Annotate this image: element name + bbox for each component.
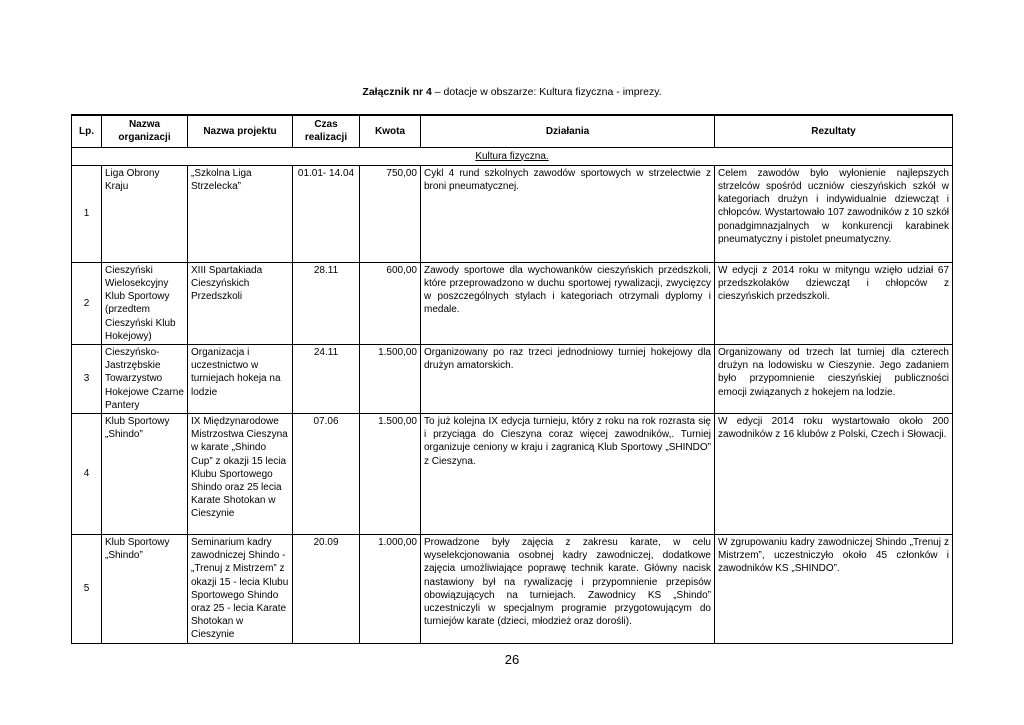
header-results: Rezultaty <box>715 115 953 147</box>
row-time: 20.09 <box>293 534 360 643</box>
row-org: Klub Sportowy „Shindo” <box>102 413 188 534</box>
row-lp: 2 <box>72 262 102 344</box>
row-amount: 1.000,00 <box>360 534 421 643</box>
table-row <box>72 534 953 643</box>
page-title <box>0 86 1024 98</box>
header-lp: Lp. <box>72 115 102 147</box>
header-actions: Działania <box>421 115 715 147</box>
row-org: Klub Sportowy „Shindo” <box>102 534 188 643</box>
row-org: Cieszyński Wielosekcyjny Klub Sportowy (przedtem Cieszyński Klub Hokejowy) <box>102 262 188 344</box>
row-actions: To już kolejna IX edycja turnieju, który z roku na rok rozrasta się i przyciąga do Cieszyna coraz więcej zawodników,. Turniej organizuje ceniony w kraju i zagranicą Klub Sportowy „SHINDO” z Cieszyna. <box>421 413 715 534</box>
row-actions: Cykl 4 rund szkolnych zawodów sportowych w strzelectwie z broni pneumatycznej. <box>421 165 715 262</box>
row-amount: 750,00 <box>360 165 421 262</box>
row-lp: 3 <box>72 344 102 413</box>
header-project: Nazwa projektu <box>188 115 293 147</box>
row-actions: Zawody sportowe dla wychowanków cieszyńskich przedszkoli, które przeprowadzono w duchu sportowej rywalizacji, zwycięzcy w poszczególnych stylach i kategoriach otrzymali dyplomy i medale. <box>421 262 715 344</box>
row-project: XIII Spartakiada Cieszyńskich Przedszkoli <box>188 262 293 344</box>
table-row <box>72 344 953 413</box>
row-actions: Organizowany po raz trzeci jednodniowy turniej hokejowy dla drużyn amatorskich. <box>421 344 715 413</box>
title-bold: Załącznik nr 4 <box>362 86 432 98</box>
table-row <box>72 262 953 344</box>
section-title: Kultura fizyczna. <box>475 150 549 162</box>
row-results: W zgrupowaniu kadry zawodniczej Shindo „Trenuj z Mistrzem”, uczestniczyło około 45 członków i zawodników KS „SHINDO”. <box>715 534 953 643</box>
row-results: Organizowany od trzech lat turniej dla czterech drużyn na lodowisku w Cieszynie. Jego zadaniem było przypomnienie cieszyńskiej publiczności emocji związanych z hokejem na lodzie. <box>715 344 953 413</box>
page-number: 26 <box>504 652 520 667</box>
row-lp: 4 <box>72 413 102 534</box>
row-time: 28.11 <box>293 262 360 344</box>
row-project: IX Międzynarodowe Mistrzostwa Cieszyna w karate „Shindo Cup” z okazji 15 lecia Klubu Sportowego Shindo oraz 25 lecia Karate Shotokan w Cieszynie <box>188 413 293 534</box>
header-amount: Kwota <box>360 115 421 147</box>
row-project: Seminarium kadry zawodniczej Shindo - „Trenuj z Mistrzem” z okazji 15 - lecia Klubu Sportowego Shindo oraz 25 - lecia Karate Shotokan w Cieszynie <box>188 534 293 643</box>
table-row <box>72 165 953 262</box>
section-row <box>72 147 953 165</box>
row-time: 07.06 <box>293 413 360 534</box>
table-row <box>72 413 953 534</box>
row-project: „Szkolna Liga Strzelecka” <box>188 165 293 262</box>
row-results: W edycji 2014 roku wystartowało około 200 zawodników z 16 klubów z Polski, Czech i Słowacji. <box>715 413 953 534</box>
header-org: Nazwa organizacji <box>102 115 188 147</box>
header-row <box>72 115 953 147</box>
row-org: Liga Obrony Kraju <box>102 165 188 262</box>
row-time: 24.11 <box>293 344 360 413</box>
row-amount: 1.500,00 <box>360 413 421 534</box>
grants-table <box>71 114 953 644</box>
row-results: W edycji z 2014 roku w mityngu wzięło udział 67 przedszkolaków dziewcząt i chłopców z cieszyńskich przedszkoli. <box>715 262 953 344</box>
row-project: Organizacja i uczestnictwo w turniejach hokeja na lodzie <box>188 344 293 413</box>
row-lp: 5 <box>72 534 102 643</box>
row-results: Celem zawodów było wyłonienie najlepszych strzelców spośród uczniów cieszyńskich szkół w kategoriach drużyn i indywidualnie dziewcząt i chłopców. Wystartowało 107 zawodników z 10 szkół ponadgimnazjalnych w konkurencji karabinek pneumatyczny i pistolet pneumatyczny. <box>715 165 953 262</box>
row-amount: 1.500,00 <box>360 344 421 413</box>
row-actions: Prowadzone były zajęcia z zakresu karate, w celu wyselekcjonowania osobnej kadry zawodniczej, dodatkowe zajęcia umożliwiające poprawę technik karate. Główny nacisk nastawiony był na rywalizację i przypomnienie przepisów obowiązujących na turniejach. Zawodnicy KS „Shindo” uczestniczyli w specjalnym programie przygotowującym do turniejów karate (dzieci, młodzież oraz dorośli). <box>421 534 715 643</box>
title-rest: – dotacje w obszarze: Kultura fizyczna - imprezy. <box>431 86 662 98</box>
row-org: Cieszyńsko-Jastrzębskie Towarzystwo Hokejowe Czarne Pantery <box>102 344 188 413</box>
row-amount: 600,00 <box>360 262 421 344</box>
header-time: Czas realizacji <box>293 115 360 147</box>
row-lp: 1 <box>72 165 102 262</box>
section-label <box>72 147 953 165</box>
row-time: 01.01- 14.04 <box>293 165 360 262</box>
